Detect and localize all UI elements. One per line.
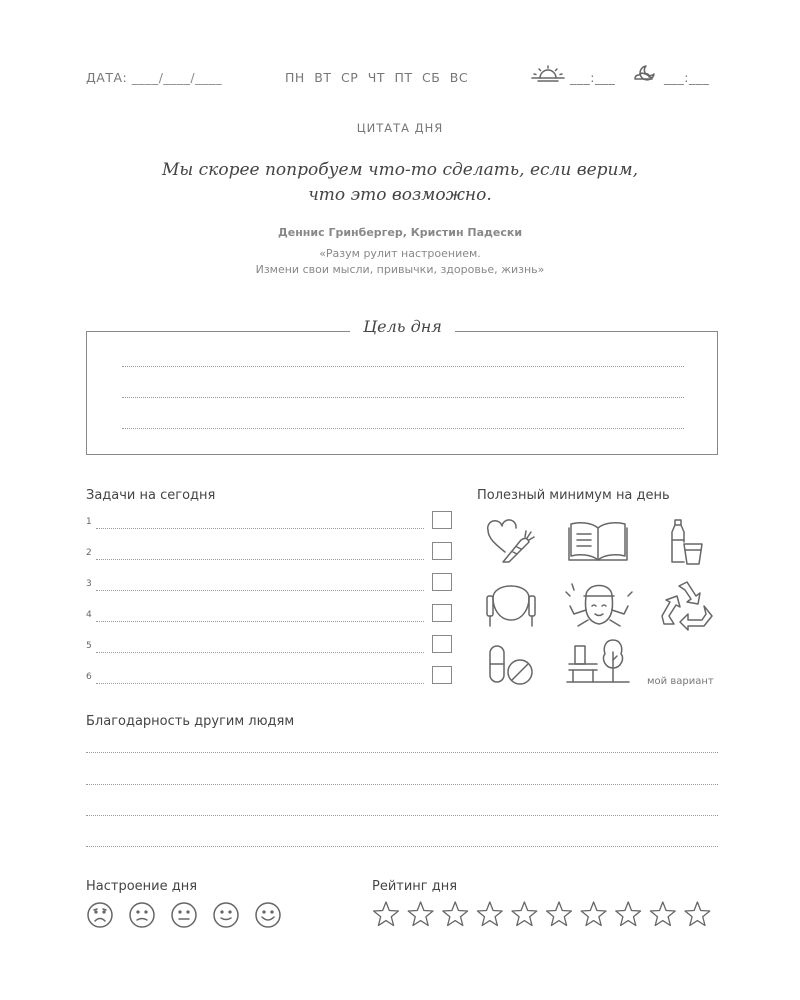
- rating-star-9[interactable]: [650, 902, 675, 926]
- rating-star-3[interactable]: [443, 902, 468, 926]
- rating-star-1[interactable]: [374, 902, 399, 926]
- mood-happy-icon[interactable]: [214, 903, 238, 927]
- quote-source-line-2: Измени свои мысли, привычки, здоровье, жизнь»: [255, 263, 545, 276]
- task-number: 4: [86, 610, 92, 620]
- task-number: 5: [86, 641, 92, 651]
- task-checkbox-4[interactable]: [432, 604, 452, 622]
- goal-box: [86, 331, 718, 455]
- minimum-title: Полезный минимум на день: [477, 488, 670, 503]
- rating-star-2[interactable]: [408, 902, 433, 926]
- mood-very-happy-icon[interactable]: [256, 903, 280, 927]
- book-icon[interactable]: [567, 520, 629, 562]
- task-line-4[interactable]: [96, 621, 424, 622]
- goal-line-3[interactable]: [122, 428, 684, 429]
- quote-author: Деннис Гринбергер, Кристин Падески: [277, 226, 523, 239]
- task-number: 6: [86, 672, 92, 682]
- weekday-sun[interactable]: ВС: [449, 70, 469, 85]
- quote-line-2: что это возможно.: [308, 185, 492, 205]
- mood-very-sad-icon[interactable]: [88, 903, 112, 927]
- task-line-2[interactable]: [96, 559, 424, 560]
- task-line-6[interactable]: [96, 683, 424, 684]
- sunrise-icon: [530, 65, 566, 85]
- weekday-fri[interactable]: ПТ: [394, 70, 413, 85]
- date-field[interactable]: [86, 70, 222, 85]
- wake-time-field[interactable]: ___:___: [570, 70, 616, 85]
- date-label: ДАТА:: [86, 70, 128, 85]
- meditation-icon[interactable]: [566, 576, 632, 632]
- rating-title: Рейтинг дня: [372, 879, 458, 894]
- weekday-thu[interactable]: ЧТ: [367, 70, 385, 85]
- moon-icon: [632, 63, 662, 83]
- task-checkbox-1[interactable]: [432, 511, 452, 529]
- rating-star-10[interactable]: [685, 902, 710, 926]
- quote-source: [0, 246, 800, 278]
- gratitude-line-1[interactable]: [86, 752, 718, 753]
- weekday-mon[interactable]: ПН: [285, 70, 305, 85]
- goal-line-2[interactable]: [122, 397, 684, 398]
- task-line-1[interactable]: [96, 528, 424, 529]
- gratitude-line-2[interactable]: [86, 784, 718, 785]
- task-checkbox-5[interactable]: [432, 635, 452, 653]
- mood-neutral-icon[interactable]: [172, 903, 196, 927]
- quote-line-1: Мы скорее попробуем что-то сделать, если верим,: [162, 160, 638, 180]
- task-checkbox-6[interactable]: [432, 666, 452, 684]
- rating-star-7[interactable]: [581, 902, 606, 926]
- rating-star-8[interactable]: [616, 902, 641, 926]
- task-number: 1: [86, 517, 92, 527]
- task-line-3[interactable]: [96, 590, 424, 591]
- tasks-title: Задачи на сегодня: [86, 488, 216, 503]
- task-number: 2: [86, 548, 92, 558]
- rating-star-4[interactable]: [477, 902, 502, 926]
- goal-line-1[interactable]: [122, 366, 684, 367]
- task-line-5[interactable]: [96, 652, 424, 653]
- weekday-wed[interactable]: СР: [341, 70, 359, 85]
- rating-stars: [372, 901, 722, 929]
- recycle-icon[interactable]: [660, 580, 714, 630]
- quote-heading: ЦИТАТА ДНЯ: [356, 121, 444, 135]
- own-variant-label[interactable]: мой вариант: [647, 676, 714, 687]
- gratitude-line-3[interactable]: [86, 815, 718, 816]
- weekday-tue[interactable]: ВТ: [314, 70, 332, 85]
- quote-source-line-1: «Разум рулит настроением.: [319, 247, 481, 260]
- weekday-sat[interactable]: СБ: [422, 70, 441, 85]
- park-walk-icon[interactable]: [567, 638, 629, 688]
- rating-star-6[interactable]: [547, 902, 572, 926]
- healthy-food-icon[interactable]: [485, 518, 535, 566]
- task-number: 3: [86, 579, 92, 589]
- quote-text: [0, 158, 800, 208]
- mood-title: Настроение дня: [86, 879, 198, 894]
- mood-sad-icon[interactable]: [130, 903, 154, 927]
- gratitude-line-4[interactable]: [86, 846, 718, 847]
- sleep-time-field[interactable]: ___:___: [664, 70, 710, 85]
- date-blanks: ____/____/____: [131, 70, 223, 85]
- weekday-selector[interactable]: [285, 70, 473, 85]
- mood-selector: [86, 902, 292, 930]
- water-icon[interactable]: [666, 518, 704, 566]
- task-checkbox-2[interactable]: [432, 542, 452, 560]
- task-checkbox-3[interactable]: [432, 573, 452, 591]
- rating-star-5[interactable]: [512, 902, 537, 926]
- goal-title: Цель дня: [350, 317, 455, 336]
- jump-rope-icon[interactable]: [483, 578, 539, 630]
- vitamins-icon[interactable]: [486, 642, 536, 688]
- gratitude-title: Благодарность другим людям: [86, 714, 295, 729]
